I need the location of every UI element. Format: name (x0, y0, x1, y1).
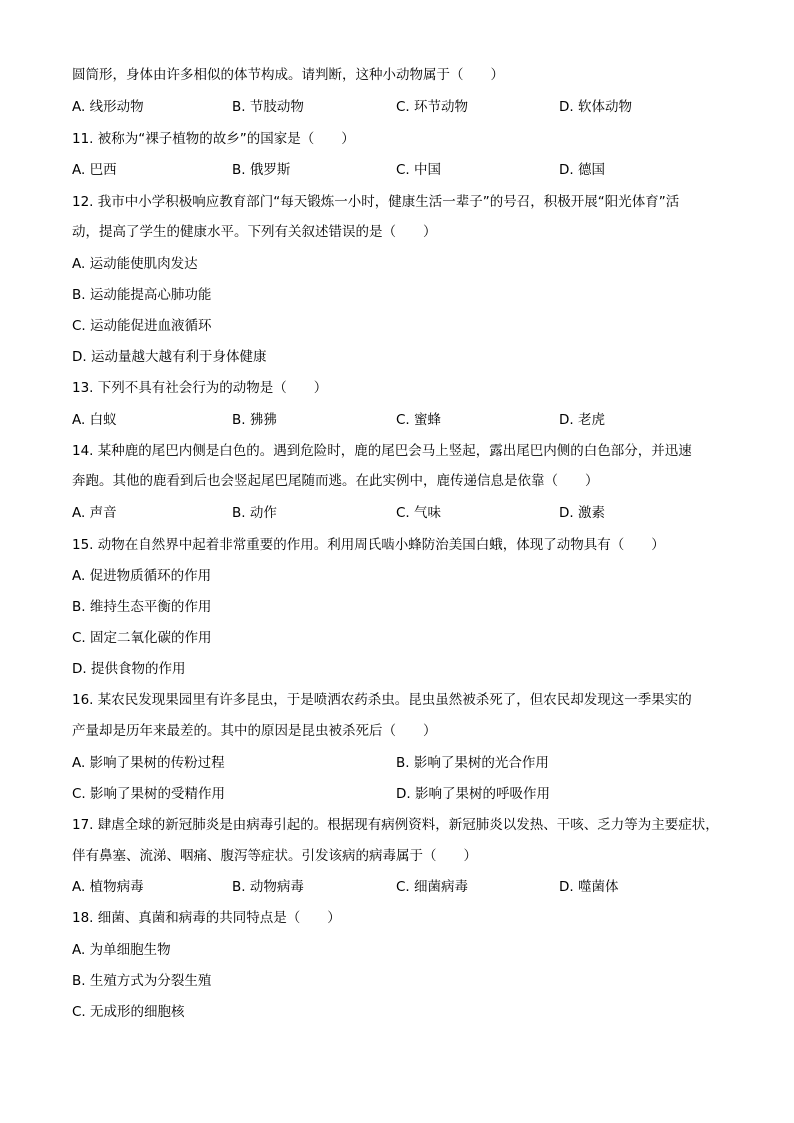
question-15-option-a: A. 促进物质循环的作用 (72, 568, 212, 584)
question-13-stem: 13. 下列不具有社会行为的动物是（ ） (72, 380, 328, 396)
question-16-option-d: D. 影响了果树的呼吸作用 (396, 786, 550, 802)
question-11-option-b: B. 俄罗斯 (232, 162, 291, 178)
question-17-stem-line-2: 伴有鼻塞、流涕、咽痛、腹泻等症状。引发该病的病毒属于（ ） (72, 848, 477, 864)
question-17-option-a: A. 植物病毒 (72, 879, 144, 895)
question-15-option-d: D. 提供食物的作用 (72, 661, 186, 677)
question-11-option-d: D. 德国 (559, 162, 605, 178)
question-15-stem: 15. 动物在自然界中起着非常重要的作用。利用周氏啮小蜂防治美国白蛾，体现了动物具有（ ） (72, 537, 665, 553)
question-17-option-c: C. 细菌病毒 (396, 879, 469, 895)
question-16-option-c: C. 影响了果树的受精作用 (72, 786, 226, 802)
question-14-option-d: D. 激素 (559, 505, 605, 521)
question-11-option-a: A. 巴西 (72, 162, 117, 178)
question-18-option-b: B. 生殖方式为分裂生殖 (72, 973, 212, 989)
question-13-option-c: C. 蜜蜂 (396, 412, 442, 428)
question-17-stem-line-1: 17. 肆虐全球的新冠肺炎是由病毒引起的。根据现有病例资料，新冠肺炎以发热、干咳、乏力等为主要症状， (72, 817, 719, 833)
question-16-stem-line-2: 产量却是历年来最差的。其中的原因是昆虫被杀死后（ ） (72, 723, 437, 739)
question-11-stem: 11. 被称为“裸子植物的故乡”的国家是（ ） (72, 131, 355, 147)
question-12-stem-line-2: 动，提高了学生的健康水平。下列有关叙述错误的是（ ） (72, 224, 437, 240)
question-18-option-c: C. 无成形的细胞核 (72, 1004, 185, 1020)
question-11-option-c: C. 中国 (396, 162, 442, 178)
question-10-option-d: D. 软体动物 (559, 99, 632, 115)
question-10-option-b: B. 节肢动物 (232, 99, 304, 115)
question-13-option-d: D. 老虎 (559, 412, 605, 428)
question-12-option-d: D. 运动量越大越有利于身体健康 (72, 349, 267, 365)
question-10-option-a: A. 线形动物 (72, 99, 144, 115)
question-17-option-b: B. 动物病毒 (232, 879, 304, 895)
question-16-option-a: A. 影响了果树的传粉过程 (72, 755, 225, 771)
question-17-option-d: D. 噬菌体 (559, 879, 619, 895)
question-14-option-c: C. 气味 (396, 505, 442, 521)
question-12-option-a: A. 运动能使肌肉发达 (72, 256, 198, 272)
question-18-stem: 18. 细菌、真菌和病毒的共同特点是（ ） (72, 910, 341, 926)
question-14-stem-line-2: 奔跑。其他的鹿看到后也会竖起尾巴尾随而逃。在此实例中，鹿传递信息是依靠（ ） (72, 473, 599, 489)
question-12-option-b: B. 运动能提高心肺功能 (72, 287, 212, 303)
question-12-stem-line-1: 12. 我市中小学积极响应教育部门“每天锻炼一小时，健康生活一辈子”的号召，积极开展“阳光体育”活 (72, 194, 680, 210)
question-18-option-a: A. 为单细胞生物 (72, 942, 171, 958)
question-14-stem-line-1: 14. 某种鹿的尾巴内侧是白色的。遇到危险时，鹿的尾巴会马上竖起，露出尾巴内侧的白色部分，并迅速 (72, 443, 692, 459)
question-14-option-a: A. 声音 (72, 505, 117, 521)
question-13-option-b: B. 狒狒 (232, 412, 277, 428)
question-16-stem-line-1: 16. 某农民发现果园里有许多昆虫，于是喷洒农药杀虫。昆虫虽然被杀死了，但农民却发现这一季果实的 (72, 692, 692, 708)
question-12-option-c: C. 运动能促进血液循环 (72, 318, 212, 334)
question-10-option-c: C. 环节动物 (396, 99, 469, 115)
question-16-option-b: B. 影响了果树的光合作用 (396, 755, 549, 771)
question-14-option-b: B. 动作 (232, 505, 277, 521)
question-10-stem: 圆筒形，身体由许多相似的体节构成。请判断，这种小动物属于（ ） (72, 67, 504, 83)
question-13-option-a: A. 白蚁 (72, 412, 117, 428)
question-15-option-b: B. 维持生态平衡的作用 (72, 599, 212, 615)
question-15-option-c: C. 固定二氧化碳的作用 (72, 630, 212, 646)
